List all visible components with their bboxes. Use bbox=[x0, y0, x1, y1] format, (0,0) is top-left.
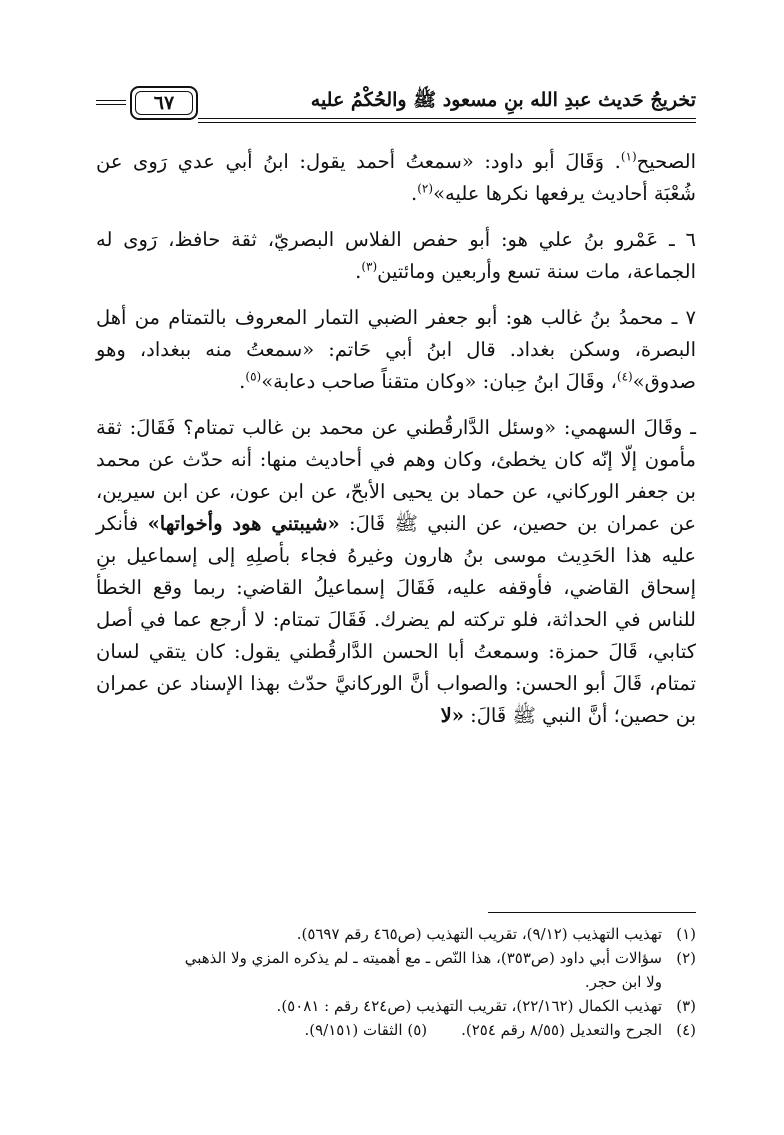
text-run: ـ وقَالَ السهمي: «وسئل الدَّارقُطني عن محمد بن غالب تمتام؟ فَقَالَ: ثقة مأمون إلّا إنّه كان يخطئ، وكان وهم في أحاديث منها: أنه حدّث عن محمد بن جعفر الوركاني، عن حماد بن يحيى الأبحّ، عن ابن عون، عن ابن سيرين، عن عمران بن حصين، عن النبي ﷺ قَالَ: bbox=[96, 416, 697, 535]
page-header bbox=[96, 86, 696, 126]
header-rule-bottom bbox=[198, 122, 696, 123]
footnote-1 bbox=[96, 922, 696, 946]
footnote-ref-4[interactable]: (٤) bbox=[616, 369, 633, 384]
footnote-ref-5[interactable]: (٥) bbox=[245, 369, 262, 384]
numbered-item-7 bbox=[96, 302, 696, 398]
hadith-quote-start: «لا bbox=[440, 704, 464, 727]
footnote-number: (٥) bbox=[407, 1021, 428, 1039]
footnote-ref-3[interactable]: (٣) bbox=[361, 259, 378, 274]
header-rule-left-bottom bbox=[96, 104, 126, 105]
text-run: فأنكر عليه هذا الحَدِيث موسى بنُ هارون وغيرهُ فجاء بأصلِهِ إلى إسماعيل بنِ إسحاق القاضي، فأوقفه عليه، فَقَالَ إسماعيلُ القاضي: ربما وقع الخطأ للناس في الحداثة، فلو تركته لم يضرك. فَقَالَ تمتام: لا أرجع عما في أصل كتابي، قَالَ حمزة: وسمعتُ أبا الحسن الدَّارقُطني يقول: كان يتقي لسان تمتام، قَالَ أبو الحسن: والصواب أنَّ الوركانيَّ حدّث بهذا الإسناد عن عمران بن حصين؛ أنَّ النبي ﷺ قَالَ: bbox=[96, 512, 696, 727]
footnote-ref-2[interactable]: (٢) bbox=[417, 181, 434, 196]
footnote-5-text: الثقات (٩/١٥١). bbox=[304, 1021, 403, 1039]
numbered-item-6 bbox=[96, 224, 696, 288]
footnote-ref-1[interactable]: (١) bbox=[620, 149, 637, 164]
text-run: . bbox=[411, 182, 418, 205]
footnote-2-continuation: ولا ابن حجر. bbox=[584, 973, 662, 991]
text-run: . bbox=[355, 260, 362, 283]
body-text bbox=[96, 146, 696, 732]
page-number: ٦٧ bbox=[135, 91, 193, 115]
text-run: . وَقَالَ أبو داود: «سمعتُ أحمد يقول: ابنُ أبي عدي رَوى عن شُعْبَة أحاديث يرفعها نكرها عليه» bbox=[96, 150, 696, 205]
footnote-2 bbox=[96, 946, 696, 970]
footnote-number: (١) bbox=[676, 925, 696, 943]
running-title: تخريجُ حَديث عبدِ الله بنِ مسعود ﷺ والحُكْمُ عليه bbox=[310, 89, 696, 111]
text-run: ٦ ـ عَمْرو بنُ علي هو: أبو حفص الفلاس البصريّ، ثقة حافظ، رَوى له الجماعة، مات سنة تسع وأربعين ومائتين bbox=[96, 228, 696, 283]
footnote-row-4-5 bbox=[96, 1018, 696, 1042]
header-rule-left-top bbox=[96, 100, 126, 101]
paragraph-sahmi bbox=[96, 412, 696, 732]
text-run: الصحيح bbox=[636, 150, 696, 173]
header-rule-top bbox=[198, 118, 696, 119]
footnotes bbox=[96, 922, 696, 1042]
footnote-number: (٢) bbox=[676, 949, 696, 967]
footnote-text: سؤالات أبي داود (ص٣٥٣)، هذا النّص ـ مع أهميته ـ لم يذكره المزي ولا الذهبي bbox=[184, 949, 662, 967]
footnote-number: (٤) bbox=[676, 1021, 696, 1039]
footnote-4-text: الجرح والتعديل (٨/٥٥ رقم ٢٥٤). bbox=[461, 1021, 662, 1039]
footnote-number: (٣) bbox=[676, 997, 696, 1015]
footnote-text: تهذيب التهذيب (٩/١٢)، تقريب التهذيب (ص٤٦٥ رقم ٥٦٩٧). bbox=[296, 925, 662, 943]
footnote-text: تهذيب الكمال (٢٢/١٦٢)، تقريب التهذيب (ص٤٢٤ رقم : ٥٠٨١). bbox=[276, 997, 662, 1015]
text-run: ، وقَالَ ابنُ حِبان: «وكان متقناً صاحب دعابة» bbox=[261, 370, 617, 393]
page-number-box bbox=[130, 86, 198, 120]
paragraph-continuation bbox=[96, 146, 696, 210]
hadith-quote: «شيبتني هود وأخواتها» bbox=[147, 512, 340, 535]
footnote-3 bbox=[96, 994, 696, 1018]
text-run: . bbox=[239, 370, 246, 393]
footnote-separator bbox=[488, 912, 696, 913]
text-run: ٧ ـ محمدُ بنُ غالب هو: أبو جعفر الضبي التمار المعروف بالتمتام من أهل البصرة، وسكن بغداد. قال ابنُ أبي حَاتم: «سمعتُ منه ببغداد، وهو صدوق» bbox=[96, 306, 696, 393]
